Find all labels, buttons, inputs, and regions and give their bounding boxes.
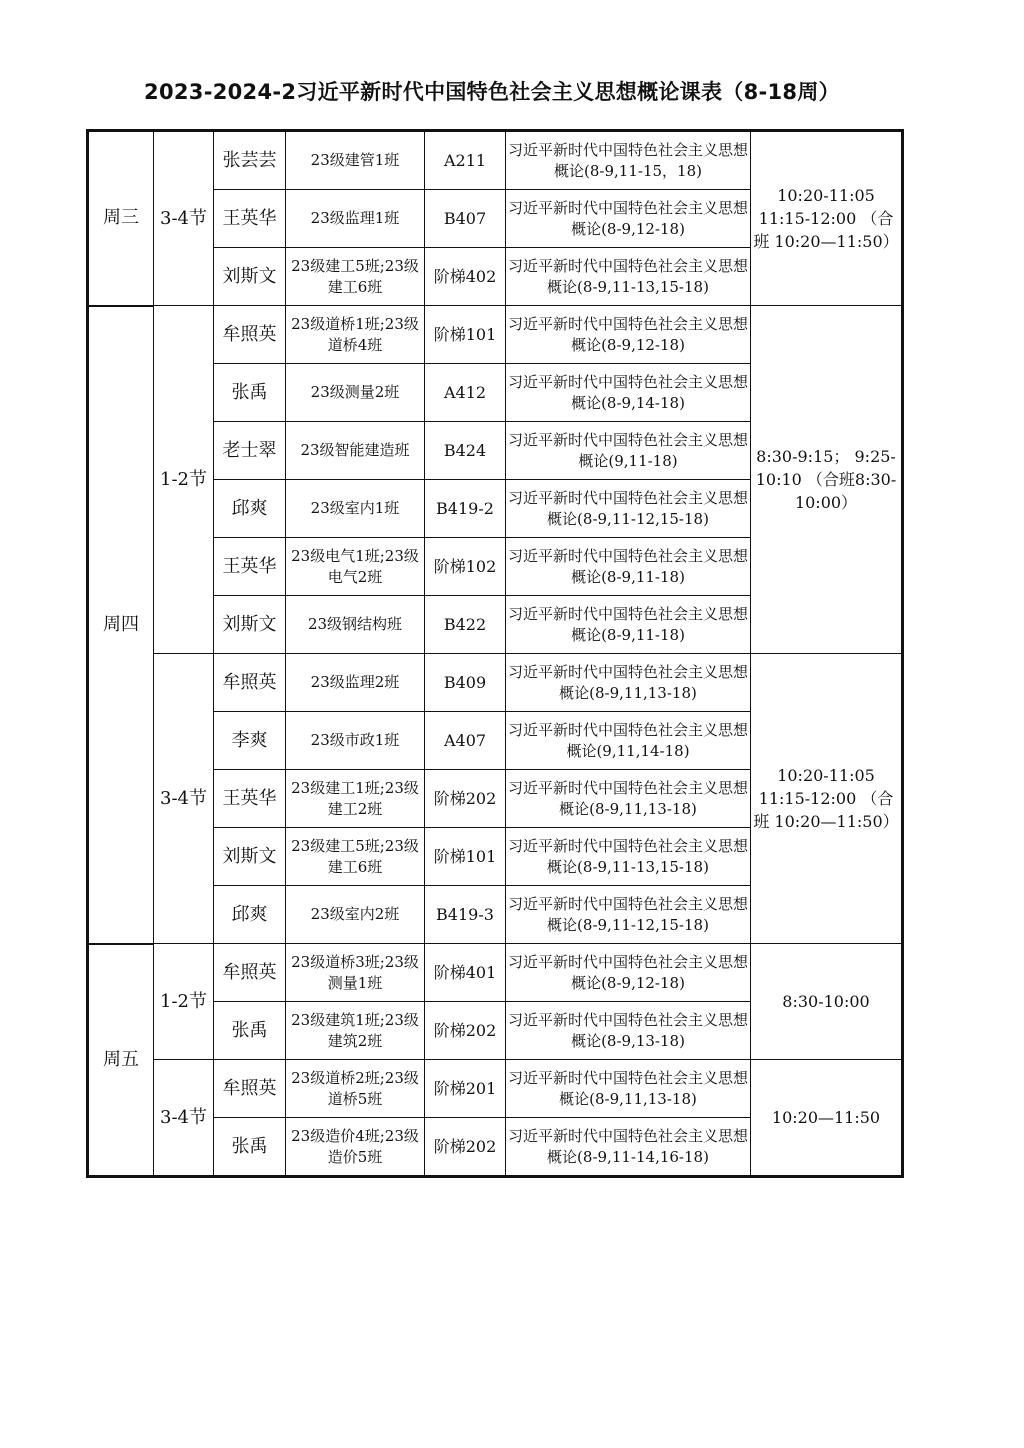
teacher-cell: 牟照英	[214, 654, 286, 712]
class-cell: 23级钢结构班	[286, 596, 425, 654]
class-cell: 23级室内2班	[286, 886, 425, 944]
class-cell: 23级监理2班	[286, 654, 425, 712]
class-cell: 23级智能建造班	[286, 422, 425, 480]
table-row	[88, 654, 903, 712]
day-cell: 周三	[88, 131, 154, 306]
room-cell: B409	[425, 654, 506, 712]
class-cell: 23级建工5班;23级建工6班	[286, 828, 425, 886]
room-cell: 阶梯202	[425, 1002, 506, 1060]
teacher-cell: 张禹	[214, 364, 286, 422]
course-cell: 习近平新时代中国特色社会主义思想概论(8-9,11-15，18)	[506, 131, 751, 190]
room-cell: B419-2	[425, 480, 506, 538]
table-row	[88, 131, 903, 190]
room-cell: 阶梯401	[425, 944, 506, 1002]
course-cell: 习近平新时代中国特色社会主义思想概论(8-9,11-14,16-18)	[506, 1118, 751, 1177]
course-cell: 习近平新时代中国特色社会主义思想概论(8-9,11,13-18)	[506, 770, 751, 828]
day-cell: 周四	[88, 306, 154, 944]
teacher-cell: 邱爽	[214, 480, 286, 538]
room-cell: B407	[425, 190, 506, 248]
time-cell: 8:30-10:00	[751, 944, 903, 1060]
room-cell: B419-3	[425, 886, 506, 944]
time-cell: 8:30-9:15； 9:25-10:10 （合班8:30-10:00）	[751, 306, 903, 654]
day-cell: 周五	[88, 944, 154, 1177]
course-cell: 习近平新时代中国特色社会主义思想概论(8-9,11,13-18)	[506, 1060, 751, 1118]
room-cell: B422	[425, 596, 506, 654]
teacher-cell: 老士翠	[214, 422, 286, 480]
table-row	[88, 944, 903, 1002]
teacher-cell: 张禹	[214, 1002, 286, 1060]
course-cell: 习近平新时代中国特色社会主义思想概论(8-9,11-12,15-18)	[506, 480, 751, 538]
class-cell: 23级建工5班;23级建工6班	[286, 248, 425, 306]
course-cell: 习近平新时代中国特色社会主义思想概论(8-9,11-18)	[506, 596, 751, 654]
table-row	[88, 306, 903, 364]
teacher-cell: 牟照英	[214, 944, 286, 1002]
room-cell: 阶梯201	[425, 1060, 506, 1118]
teacher-cell: 刘斯文	[214, 596, 286, 654]
teacher-cell: 王英华	[214, 770, 286, 828]
period-cell: 1-2节	[154, 306, 214, 654]
class-cell: 23级造价4班;23级造价5班	[286, 1118, 425, 1177]
room-cell: B424	[425, 422, 506, 480]
class-cell: 23级测量2班	[286, 364, 425, 422]
class-cell: 23级电气1班;23级电气2班	[286, 538, 425, 596]
teacher-cell: 牟照英	[214, 306, 286, 364]
course-cell: 习近平新时代中国特色社会主义思想概论(8-9,12-18)	[506, 944, 751, 1002]
room-cell: 阶梯101	[425, 828, 506, 886]
course-cell: 习近平新时代中国特色社会主义思想概论(8-9,11-13,15-18)	[506, 828, 751, 886]
room-cell: 阶梯102	[425, 538, 506, 596]
table-row	[88, 1060, 903, 1118]
class-cell: 23级市政1班	[286, 712, 425, 770]
teacher-cell: 牟照英	[214, 1060, 286, 1118]
room-cell: 阶梯101	[425, 306, 506, 364]
class-cell: 23级室内1班	[286, 480, 425, 538]
teacher-cell: 刘斯文	[214, 248, 286, 306]
teacher-cell: 张芸芸	[214, 131, 286, 190]
room-cell: 阶梯402	[425, 248, 506, 306]
class-cell: 23级建筑1班;23级建筑2班	[286, 1002, 425, 1060]
course-cell: 习近平新时代中国特色社会主义思想概论(9,11-18)	[506, 422, 751, 480]
teacher-cell: 王英华	[214, 190, 286, 248]
teacher-cell: 张禹	[214, 1118, 286, 1177]
teacher-cell: 王英华	[214, 538, 286, 596]
room-cell: A211	[425, 131, 506, 190]
class-cell: 23级道桥3班;23级测量1班	[286, 944, 425, 1002]
class-cell: 23级监理1班	[286, 190, 425, 248]
period-cell: 3-4节	[154, 654, 214, 944]
course-cell: 习近平新时代中国特色社会主义思想概论(8-9,12-18)	[506, 190, 751, 248]
period-cell: 3-4节	[154, 1060, 214, 1177]
course-cell: 习近平新时代中国特色社会主义思想概论(8-9,11,13-18)	[506, 654, 751, 712]
course-cell: 习近平新时代中国特色社会主义思想概论(8-9,12-18)	[506, 306, 751, 364]
course-cell: 习近平新时代中国特色社会主义思想概论(8-9,11-13,15-18)	[506, 248, 751, 306]
schedule-table	[86, 129, 904, 1178]
course-cell: 习近平新时代中国特色社会主义思想概论(8-9,13-18)	[506, 1002, 751, 1060]
period-cell: 1-2节	[154, 944, 214, 1060]
teacher-cell: 邱爽	[214, 886, 286, 944]
page-title: 2023-2024-2习近平新时代中国特色社会主义思想概论课表（8-18周）	[144, 80, 840, 104]
class-cell: 23级道桥2班;23级道桥5班	[286, 1060, 425, 1118]
time-cell: 10:20—11:50	[751, 1060, 903, 1177]
room-cell: A412	[425, 364, 506, 422]
teacher-cell: 李爽	[214, 712, 286, 770]
time-cell: 10:20-11:05 11:15-12:00 （合班 10:20—11:50）	[751, 654, 903, 944]
room-cell: A407	[425, 712, 506, 770]
class-cell: 23级建工1班;23级建工2班	[286, 770, 425, 828]
class-cell: 23级道桥1班;23级道桥4班	[286, 306, 425, 364]
room-cell: 阶梯202	[425, 770, 506, 828]
teacher-cell: 刘斯文	[214, 828, 286, 886]
course-cell: 习近平新时代中国特色社会主义思想概论(8-9,11-18)	[506, 538, 751, 596]
period-cell: 3-4节	[154, 131, 214, 306]
course-cell: 习近平新时代中国特色社会主义思想概论(8-9,14-18)	[506, 364, 751, 422]
course-cell: 习近平新时代中国特色社会主义思想概论(8-9,11-12,15-18)	[506, 886, 751, 944]
room-cell: 阶梯202	[425, 1118, 506, 1177]
course-cell: 习近平新时代中国特色社会主义思想概论(9,11,14-18)	[506, 712, 751, 770]
class-cell: 23级建管1班	[286, 131, 425, 190]
time-cell: 10:20-11:05 11:15-12:00 （合班 10:20—11:50）	[751, 131, 903, 306]
